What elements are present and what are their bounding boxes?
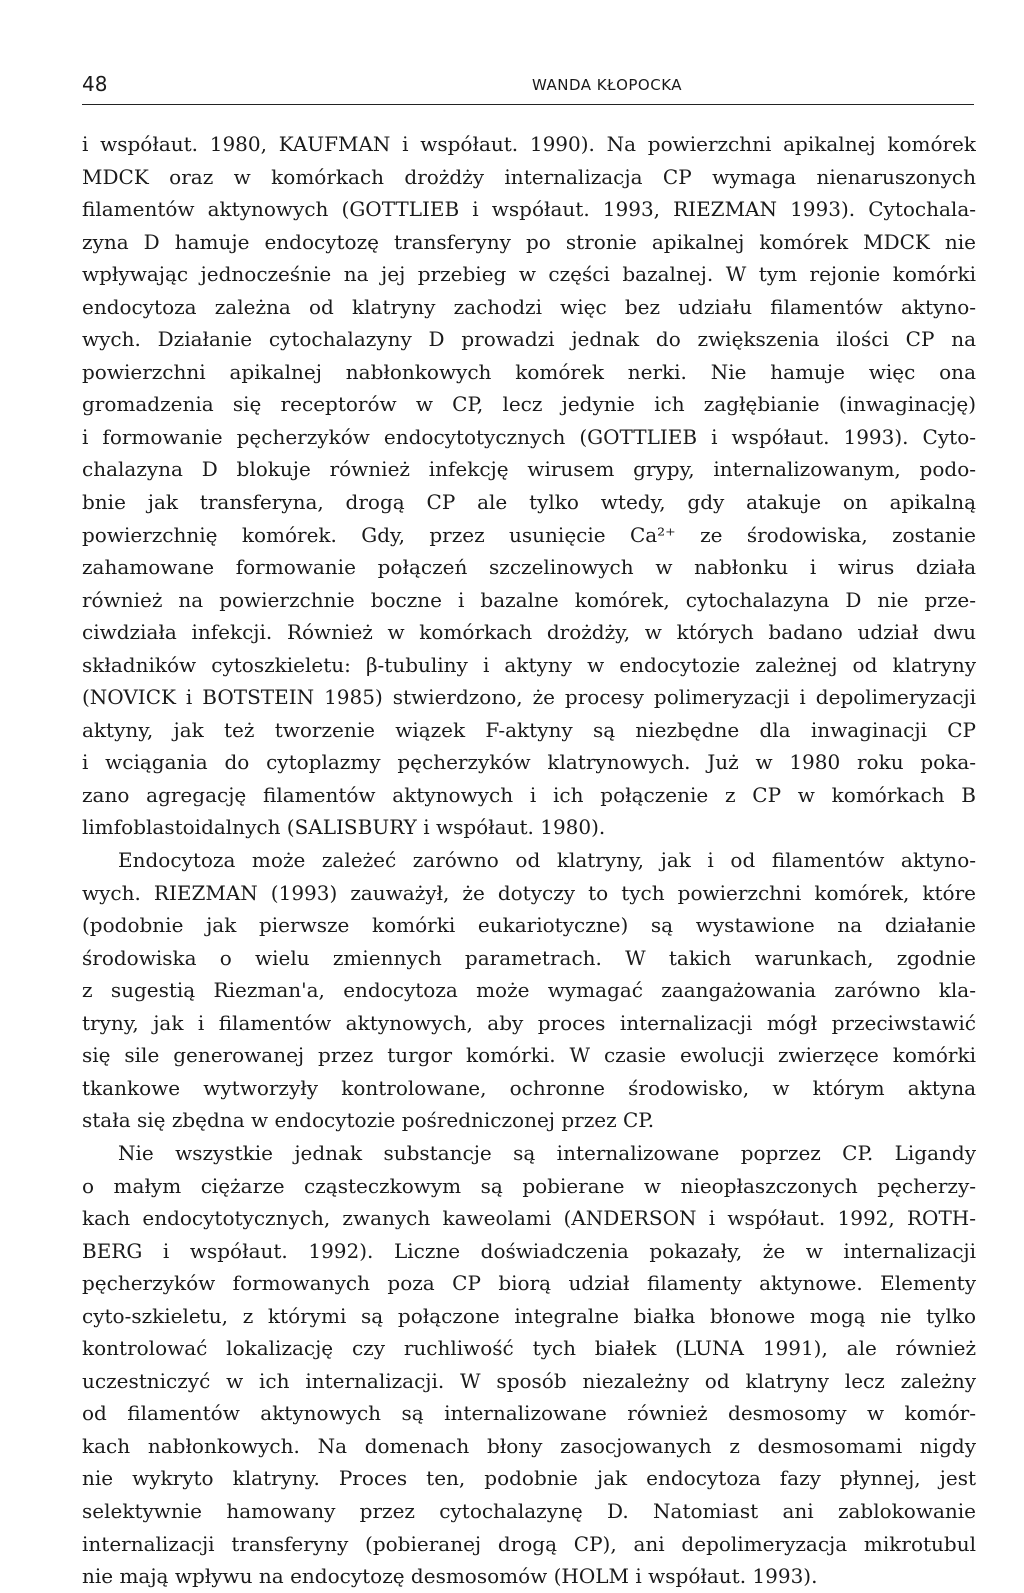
page-header: [82, 68, 974, 105]
text-line: i współaut. 1980, KAUFMAN i współaut. 1990). Na powierzchni apikalnej komórek: [82, 132, 976, 156]
text-line: i wciągania do cytoplazmy pęcherzyków klatrynowych. Już w 1980 roku poka-: [82, 750, 976, 775]
text-line: również na powierzchnie boczne i bazalne komórek, cytochalazyna D nie prze-: [82, 587, 976, 612]
text-line: od filamentów aktynowych są internalizowane również desmosomy w komór-: [82, 1401, 976, 1426]
text-line: tryny, jak i filamentów aktynowych, aby proces internalizacji mógł przeciwstawić: [82, 1010, 976, 1035]
text-line: chalazyna D blokuje również infekcję wirusem grypy, internalizowanym, podo-: [82, 457, 976, 482]
paragraph: [82, 1137, 976, 1593]
text-line: tkankowe wytworzyły kontrolowane, ochronne środowisko, w którym aktyna: [82, 1075, 976, 1100]
text-line: kach endocytotycznych, zwanych kaweolami (ANDERSON i współaut. 1992, ROTH-: [82, 1206, 976, 1231]
text-line: powierzchni apikalnej nabłonkowych komórek nerki. Nie hamuje więc ona: [82, 359, 976, 384]
text-line: zahamowane formowanie połączeń szczelinowych w nabłonku i wirus działa: [82, 555, 976, 580]
text-line: aktyny, jak też tworzenie wiązek F-aktyny są niezbędne dla inwaginacji CP: [82, 717, 976, 742]
text-line: kontrolować lokalizację czy ruchliwość tych białek (LUNA 1991), ale również: [82, 1336, 976, 1361]
text-line: pęcherzyków formowanych poza CP biorą udział filamenty aktynowe. Elementy: [82, 1271, 976, 1296]
text-line: (NOVICK i BOTSTEIN 1985) stwierdzono, że procesy polimeryzacji i depolimeryzacji: [82, 685, 976, 710]
text-line: Nie wszystkie jednak substancje są internalizowane poprzez CP. Ligandy: [118, 1140, 976, 1165]
text-line: internalizacji transferyny (pobieranej drogą CP), ani depolimeryzacja mikrotubul: [82, 1531, 976, 1556]
text-line: zyna D hamuje endocytozę transferyny po stronie apikalnej komórek MDCK nie: [82, 229, 976, 254]
text-line: BERG i współaut. 1992). Liczne doświadczenia pokazały, że w internalizacji: [82, 1238, 976, 1263]
text-line: zano agregację filamentów aktynowych i ich połączenie z CP w komórkach B: [82, 782, 976, 807]
text-line: nie mają wpływu na endocytozę desmosomów (HOLM i współaut. 1993).: [82, 1564, 818, 1589]
page-number: 48: [82, 72, 108, 96]
text-line: Endocytoza może zależeć zarówno od klatryny, jak i od filamentów aktyno-: [118, 848, 976, 873]
text-line: środowiska o wielu zmiennych parametrach. W takich warunkach, zgodnie: [82, 945, 976, 970]
text-line: ciwdziała infekcji. Również w komórkach drożdży, w których badano udział dwu: [82, 620, 976, 645]
text-line: bnie jak transferyna, drogą CP ale tylko wtedy, gdy atakuje on apikalną: [82, 490, 976, 515]
text-line: MDCK oraz w komórkach drożdży internalizacja CP wymaga nienaruszonych: [82, 164, 976, 189]
text-line: (podobnie jak pierwsze komórki eukariotyczne) są wystawione na działanie: [82, 913, 976, 938]
text-line: kach nabłonkowych. Na domenach błony zasocjowanych z desmosomami nigdy: [82, 1433, 976, 1458]
text-line: gromadzenia się receptorów w CP, lecz jedynie ich zagłębianie (inwaginację): [82, 392, 976, 417]
text-line: powierzchnię komórek. Gdy, przez usunięcie Ca²⁺ ze środowiska, zostanie: [82, 522, 976, 547]
paragraph: [82, 128, 976, 844]
text-line: wych. RIEZMAN (1993) zauważył, że dotyczy to tych powierzchni komórek, które: [82, 880, 976, 905]
running-head: WANDA KŁOPOCKA: [532, 76, 683, 94]
text-line: endocytoza zależna od klatryny zachodzi więc bez udziału filamentów aktyno-: [82, 294, 976, 319]
text-line: się sile generowanej przez turgor komórki. W czasie ewolucji zwierzęce komórki: [82, 1043, 976, 1068]
text-line: filamentów aktynowych (GOTTLIEB i współaut. 1993, RIEZMAN 1993). Cytochala-: [82, 197, 976, 222]
text-line: wpływając jednocześnie na jej przebieg w części bazalnej. W tym rejonie komórki: [82, 262, 976, 287]
text-line: selektywnie hamowany przez cytochalazynę D. Natomiast ani zablokowanie: [82, 1498, 976, 1523]
body-text: [82, 128, 976, 1593]
text-line: stała się zbędna w endocytozie pośredniczonej przez CP.: [82, 1108, 655, 1133]
text-line: wych. Działanie cytochalazyny D prowadzi jednak do zwiększenia ilości CP na: [82, 327, 976, 352]
paragraph: [82, 844, 976, 1137]
text-line: składników cytoszkieletu: β-tubuliny i aktyny w endocytozie zależnej od klatryny: [82, 652, 976, 677]
text-line: cyto-szkieletu, z którymi są połączone integralne białka błonowe mogą nie tylko: [82, 1303, 976, 1328]
text-line: nie wykryto klatryny. Proces ten, podobnie jak endocytoza fazy płynnej, jest: [82, 1466, 976, 1491]
text-line: uczestniczyć w ich internalizacji. W sposób niezależny od klatryny lecz zależny: [82, 1368, 976, 1393]
text-line: i formowanie pęcherzyków endocytotycznych (GOTTLIEB i współaut. 1993). Cyto-: [82, 424, 976, 449]
text-line: z sugestią Riezman'a, endocytoza może wymagać zaangażowania zarówno kla-: [82, 978, 976, 1003]
text-line: o małym ciężarze cząsteczkowym są pobierane w nieopłaszczonych pęcherzy-: [82, 1173, 976, 1198]
text-line: limfoblastoidalnych (SALISBURY i współaut. 1980).: [82, 815, 606, 840]
